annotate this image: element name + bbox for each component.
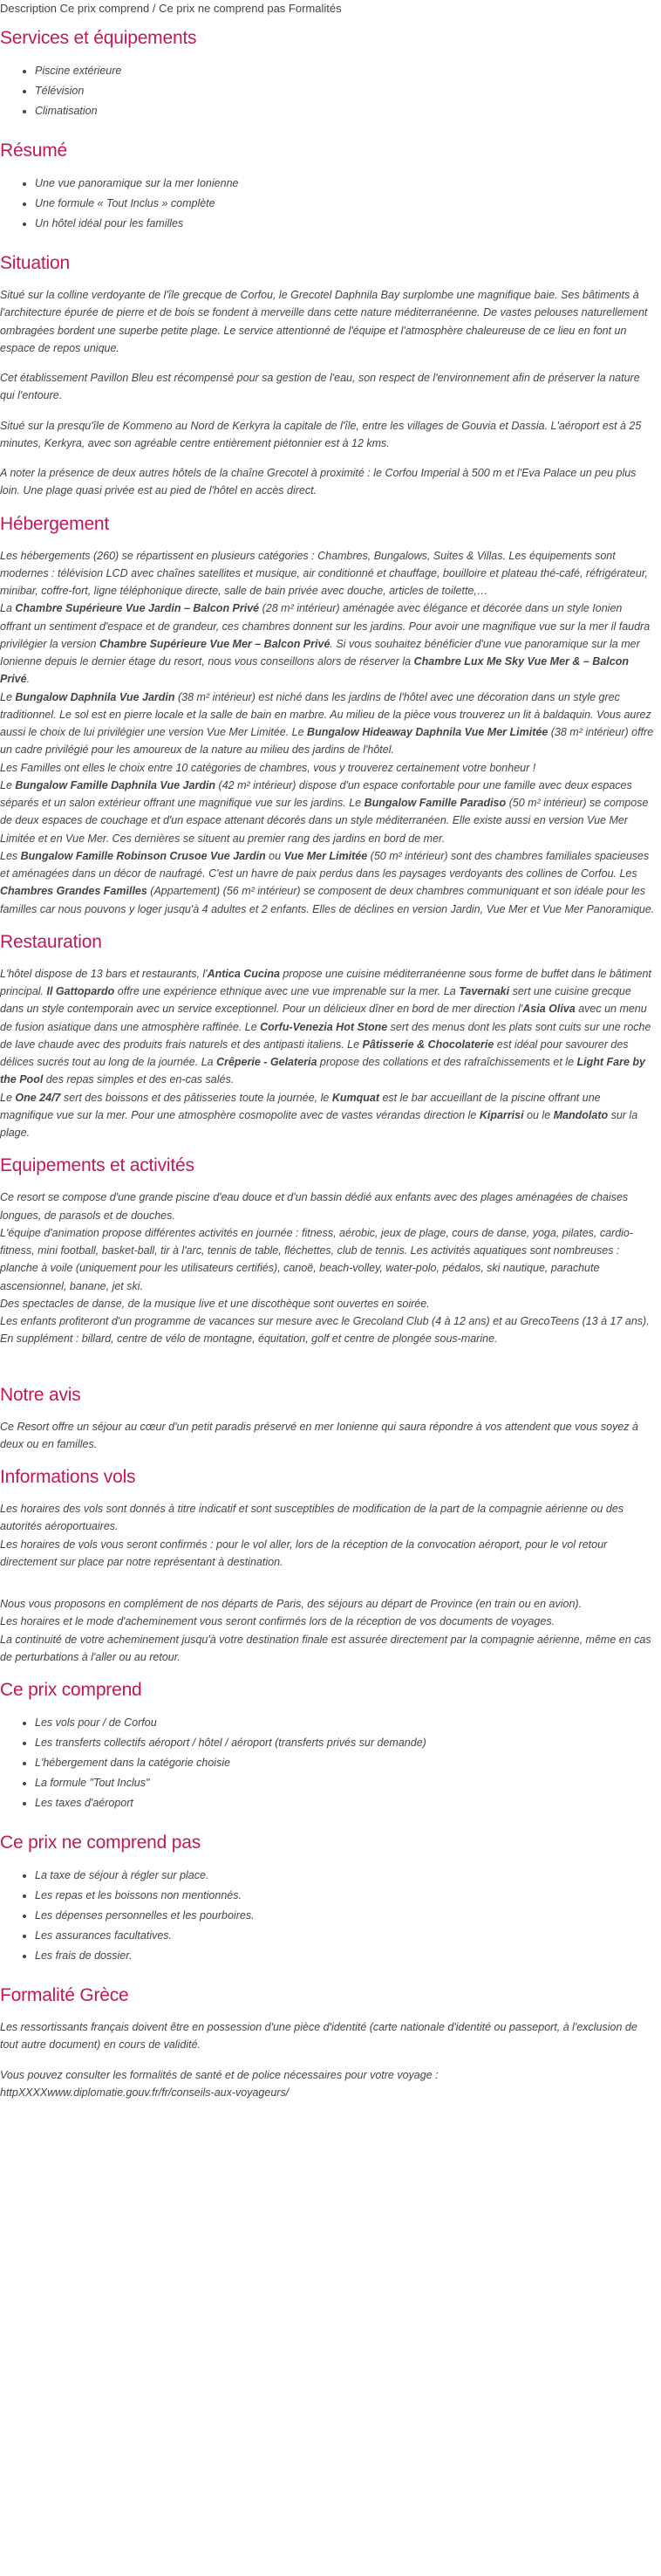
list-item: • Les dépenses personnelles et les pourboires. [35, 1906, 656, 1926]
text-run: offre une expérience ethnique avec une vue imprenable sur la mer. La [114, 985, 460, 997]
formalite-url[interactable]: httpXXXXwww.diplomatie.gouv.fr/fr/conseils-aux-voyageurs/ [0, 2086, 290, 2099]
text-run: (28 m² intérieur) aménagée avec élégance et décorée dans un style Ionien offrant un sentiment d'espace et de grandeur, ces chambres donnent sur les jardins. Pour avoir une magnifique vue sur la mer il faudra privilégier la version [0, 602, 651, 650]
bold-text: Tavernaki [459, 985, 510, 997]
text-line: En supplément : billard, centre de vélo de montagne, équitation, golf et centre de plongée sous-marine. [0, 1333, 498, 1346]
text-run: (42 m² intérieur) dispose d'un espace confortable pour une famille avec deux espaces séparés et un salon extérieur offrant une magnifique vue sur les jardins. Le [0, 778, 632, 809]
text-run: Les hébergements (260) se répartissent en plusieurs catégories : Chambres, Bungalows, Suites & Villas. Les équipements sont modernes : télévision LCD avec chaînes satellites et musique, air conditionné et chauffage, bouilloire et plateau thé-café, réfrigérateur, minibar, coffre-fort, ligne téléphonique directe, salle de bain privée avec douche, articles de toilette,… [0, 549, 648, 597]
text-line: Nous vous proposons en complément de nos départs de Paris, des séjours au départ de Province (en train ou en avion). [0, 1598, 583, 1610]
text-line: Ce resort se compose d'une grande piscine d'eau douce et d'un bassin dédié aux enfants avec des plages aménagées de chaises longues, de parasols et de douches. [0, 1191, 629, 1222]
list-item: • Un hôtel idéal pour les familles [35, 214, 656, 234]
resume-list [0, 174, 656, 234]
bold-text: Chambre Lux Me Sky Vue Mer & – Balcon Privé [0, 655, 629, 686]
bold-text: Crêperie - Gelateria [216, 1056, 317, 1068]
text-run: ou [265, 849, 284, 862]
situation-paragraph: Situé sur la presqu'île de Kommeno au Nord de Kerkyra la capitale de l'île, entre les villages de Gouvia et Dassia. L'aéroport est à 25 minutes, Kerkyra, avec son agréable centre entièrement piétonnier est à 12 kms. [0, 419, 642, 449]
section-vols [0, 1465, 656, 1666]
list-item: • Les assurances facultatives. [35, 1926, 656, 1946]
text-run: avec un menu de fusion asiatique dans une atmosphère raffinée. Le [0, 1003, 647, 1033]
text-run: (50 m² intérieur) se compose de deux espaces de couchage et d'un espace attenant décorés dans un style méditerranéen. Elle existe aussi en version Vue Mer Limitée et en Vue Mer. Ces dernières se situent au premier rang des jardins en bord de mer. [0, 797, 649, 845]
text-run: La [0, 602, 16, 615]
services-heading: Services et équipements [0, 28, 197, 48]
bold-text: Kiparrisi [479, 1108, 524, 1121]
resume-heading: Résumé [0, 140, 67, 161]
section-hebergement [0, 512, 656, 918]
formalite-heading: Formalité Grèce [0, 1985, 129, 2005]
text-run: (50 m² intérieur) sont des chambres familiales spacieuses et aménagées dans un décor de naufragé. C'est un havre de paix perdus dans les paysages verdoyants des collines de Corfou. Les [0, 849, 650, 880]
vols-text-1 [0, 1500, 656, 1571]
text-run: est idéal pour savourer des délices sucrés tout au long de la journée. La [0, 1038, 629, 1068]
section-resume [0, 139, 656, 234]
list-item: • Les frais de dossier. [35, 1946, 656, 1966]
list-item: • Une vue panoramique sur la mer Ionienne [35, 174, 656, 194]
text-run: sert des boissons et des pâtisseries toute la journée, le [60, 1091, 332, 1104]
text-run: propose une cuisine méditerranéenne sous forme de buffet dans le bâtiment principal. [0, 967, 651, 997]
avis-heading: Notre avis [0, 1384, 81, 1405]
bold-text: Asia Oliva [522, 1003, 576, 1016]
restauration-heading: Restauration [0, 931, 102, 952]
bold-text: Antica Cucina [207, 967, 280, 980]
list-item: • L'hébergement dans la catégorie choisie [35, 1753, 656, 1773]
text-line: Les enfants profiteront d'un programme de vacances sur mesure avec le Grecoland Club (4 à 12 ans) et au GrecoTeens (13 à 17 ans). [0, 1315, 650, 1327]
situation-heading: Situation [0, 253, 70, 273]
section-ne-comprend [0, 1831, 656, 1966]
bold-text: Bungalow Hideaway Daphnila Vue Mer Limitée [307, 726, 549, 738]
bold-text: Kumquat [331, 1091, 379, 1104]
text-run: Les Familles ont elles le choix entre 10 catégories de chambres, vous y trouverez certainement votre bonheur ! [0, 761, 536, 774]
list-item: • La taxe de séjour à régler sur place. [35, 1866, 656, 1886]
text-run: sur la plage. [0, 1108, 638, 1139]
text-run: . [26, 673, 31, 686]
text-run: ou le [523, 1108, 554, 1121]
formalite-links [0, 2066, 656, 2102]
list-item: • Climatisation [35, 101, 656, 121]
bold-text: Chambres Grandes Familles [0, 885, 147, 898]
ne-comprend-heading: Ce prix ne comprend pas [0, 1833, 201, 1853]
text-line: Les horaires des vols sont donnés à titre indicatif et sont susceptibles de modification de la part de la compagnie aérienne ou des autorités aéroportuaires. [0, 1503, 624, 1533]
bold-text: One 24/7 [15, 1091, 61, 1104]
restauration-text [0, 965, 656, 1142]
bold-text: Bungalow Famille Daphnila Vue Jardin [15, 778, 216, 791]
equipements-heading: Equipements et activités [0, 1155, 194, 1176]
list-item: • Les taxes d'aéroport [35, 1793, 656, 1813]
formalite-text: Les ressortissants français doivent être en possession d'une pièce d'identité (carte nationale d'identité ou passeport, à l'exclusion de tout autre document) en cours de validité. [0, 2021, 637, 2052]
section-situation [0, 251, 656, 500]
section-equipements [0, 1154, 656, 1347]
comprend-heading: Ce prix comprend [0, 1680, 142, 1700]
hebergement-text [0, 547, 656, 918]
text-run: sert une cuisine grecque dans un style contemporain avec un service exceptionnel. Pour un délicieux dîner en bord de mer direction l' [0, 985, 631, 1016]
hebergement-heading: Hébergement [0, 513, 110, 534]
text-run: propose des collations et des rafraîchissements et le [317, 1056, 577, 1068]
bold-text: Bungalow Famille Robinson Crusoe Vue Jardin [20, 849, 266, 862]
text-line: L'équipe d'animation propose différentes activités en journée : fitness, aérobic, jeux de plage, cours de danse, yoga, pilates, cardio-fitness, mini football, basket-ball, tir à l'arc, tennis de table, fléchettes, club de tennis. Les activités aquatiques sont nombreuses : planche à voile (uniquement pour les utilisateurs certifiés), canoë, beach-volley, water-polo, pédalos, ski nautique, parachute ascensionnel, banane, jet ski. [0, 1226, 634, 1292]
bold-text: Chambre Supérieure Vue Mer – Balcon Privé [99, 637, 330, 650]
bold-text: Pâtisserie & Chocolaterie [362, 1038, 494, 1051]
text-run: . Si vous souhaitez bénéficier d'une vue panoramique sur la mer Ionienne depuis le dernier étage du resort, nous vous conseillons alors de réserver la [0, 637, 640, 668]
list-item: • Les transferts collectifs aéroport / hôtel / aéroport (transferts privés sur demande) [35, 1733, 656, 1753]
text-run: Le [0, 690, 16, 703]
ne-comprend-list [0, 1866, 656, 1966]
text-run: est le bar accueillant de la piscine offrant une magnifique vue sur la mer. Pour une atmosphère cosmopolite avec de vastes vérandas direction le [0, 1091, 601, 1121]
text-run: (38 m² intérieur) offre un cadre privilégié pour les amoureux de la nature au milieu des jardins de l'hôtel. [0, 726, 654, 757]
list-item: • Télévision [35, 81, 656, 101]
text-run: sert des menus dont les plats sont cuits sur une roche de lave chaude avec des produits frais naturels et des antipasti italiens. Le [0, 1020, 651, 1051]
text-line: Les horaires et le mode d'acheminement vous seront confirmés lors de la réception de vos documents de voyages. [0, 1615, 555, 1628]
text-run: (Appartement) (56 m² intérieur) se composent de deux chambres communiquant et son idéale pour les familles car nous pouvons y loger jusqu'à 4 adultes et 2 enfants. Elles de déclines en version Jardin, Vue Mer et Vue Mer Panoramique. [0, 885, 655, 915]
bold-text: Chambre Supérieure Vue Jardin – Balcon Privé [15, 602, 260, 615]
text-line: La continuité de votre acheminement jusqu'à votre destination finale est assurée directement par la compagnie aérienne, même en cas de perturbations à l'aller ou au retour. [0, 1633, 651, 1663]
list-item: • Une formule « Tout Inclus » complète [35, 194, 656, 214]
bold-text: Mandolato [553, 1108, 609, 1121]
section-comprend [0, 1678, 656, 1813]
page-header: Description Ce prix comprend / Ce prix ne comprend pas Formalités [0, 2, 342, 15]
list-item: • La formule "Tout Inclus" [35, 1773, 656, 1793]
bold-text: Vue Mer Limitée [283, 849, 368, 862]
bold-text: Il Gattopardo [46, 985, 115, 997]
text-line: Les horaires de vols vous seront confirmés : pour le vol aller, lors de la réception de la convocation aéroport, pour le vol retour directement sur place par notre représentant à destination. [0, 1538, 608, 1568]
avis-text: Ce Resort offre un séjour au cœur d'un petit paradis préservé en mer Ionienne qui saura répondre à vos attendent que vous soyez à deux ou en familles. [0, 1420, 638, 1450]
vols-text-2 [0, 1595, 656, 1666]
vols-heading: Informations vols [0, 1467, 136, 1487]
services-list [0, 61, 656, 121]
bold-text: Bungalow Daphnila Vue Jardin [15, 690, 175, 703]
formalite-consult-text: Vous pouvez consulter les formalités de santé et de police nécessaires pour votre voyage : [0, 2068, 439, 2081]
bold-text: Bungalow Famille Paradiso [364, 797, 507, 809]
text-line: Des spectacles de danse, de la musique live et une discothèque sont ouvertes en soirée. [0, 1297, 430, 1310]
situation-paragraph: Situé sur la colline verdoyante de l'île grecque de Corfou, le Grecotel Daphnila Bay surplombe une magnifique baie. Ses bâtiments à l'architecture épurée de pierre et de bois se fondent à merveille dans cette nature méditerranéenne. De vastes pelouses naturellement ombragées bordent une superbe petite plage. Le service attentionné de l'équipe et l'atmosphère chaleureuse de ce lieu en font un espace de repos unique. [0, 289, 648, 354]
situation-paragraph: A noter la présence de deux autres hôtels de la chaîne Grecotel à proximité : le Corfou Imperial à 500 m et l'Eva Palace un peu plus loin. Une plage quasi privée est au pied de l'hôtel en accès direct. [0, 467, 637, 497]
equipements-text [0, 1189, 656, 1347]
section-avis [0, 1383, 656, 1454]
text-run: Les [0, 849, 21, 862]
situation-paragraph: Cet établissement Pavillon Bleu est récompensé pour sa gestion de l'eau, son respect de l'environnement afin de préserver la nature qui l'entoure. [0, 372, 640, 402]
text-run: Le [0, 778, 16, 791]
section-restauration [0, 930, 656, 1142]
bold-text: Light Fare by the Pool [0, 1056, 645, 1086]
comprend-list [0, 1713, 656, 1813]
text-run: (38 m² intérieur) est niché dans les jardins de l'hôtel avec une décoration dans un style grec traditionnel. Le sol est en pierre locale et la salle de bain en marbre. Au milieu de la pièce vous trouverez un lit à baldaquin. Vous aurez aussi le choix de lui privilégier une version Vue Mer Limitée. Le [0, 690, 651, 738]
bold-text: Corfu-Venezia Hot Stone [260, 1020, 388, 1033]
text-run: Le [0, 1091, 16, 1104]
text-run: des repas simples et des en-cas salés. [43, 1073, 235, 1086]
section-services [0, 26, 656, 121]
list-item: • Les vols pour / de Corfou [35, 1713, 656, 1733]
list-item: • Les repas et les boissons non mentionnés. [35, 1886, 656, 1906]
section-formalite [0, 1983, 656, 2101]
list-item: • Piscine extérieure [35, 61, 656, 81]
text-run: L'hôtel dispose de 13 bars et restaurants, l' [0, 967, 208, 980]
